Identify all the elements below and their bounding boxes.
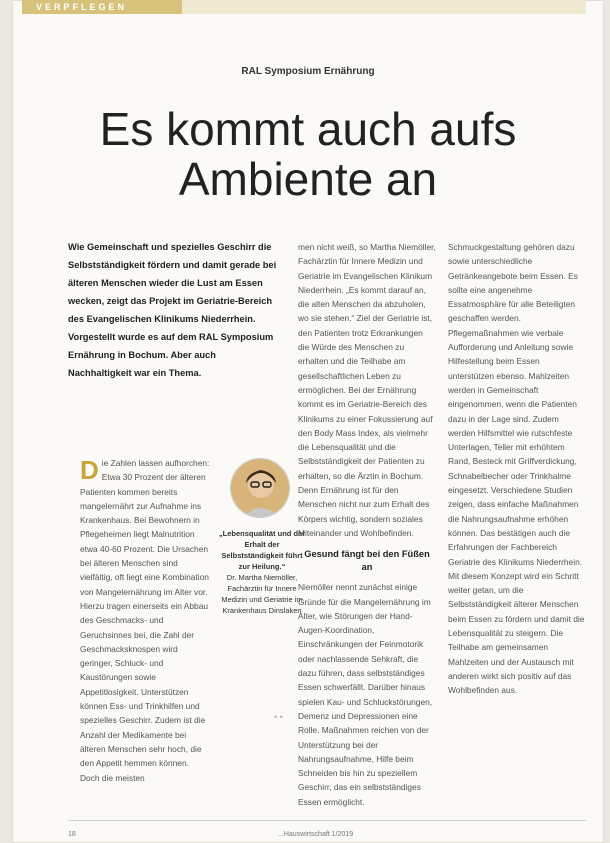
subhead-middle: Gesund fängt bei den Füßen an: [304, 549, 430, 573]
page-number: 18: [68, 831, 76, 838]
body-column-middle: [298, 240, 436, 809]
body-text-middle-2: Niemöller nennt zunächst einige Gründe für die Mangelernährung im Alter, wie Störungen der Hand-Augen-Koordination, Einschränkungen der Feinmotorik oder nachlassende Sehkraft, die dazu führen, dass selbstständiges Essen schwerfällt. Darüber hinaus spielen Kau- und Schluckstörungen, Demenz und Depressionen eine Rolle. Maßnahmen reichen von der Unterstützung bei der Nahrungsaufnahme, Hilfe beim Schneiden bis hin zu speziellem Geschirr, das ein selbstständiges Essen ermöglicht.: [298, 582, 433, 807]
dropcap: D: [80, 455, 99, 485]
footer-rule: [68, 820, 586, 821]
header-bar: [182, 0, 586, 14]
decorative-dots: • •: [274, 712, 283, 722]
body-column-left: [80, 456, 210, 785]
body-text-right: Schmuckgestaltung gehören dazu sowie unterschiedliche Getränkeangebote beim Essen. Es sollte eine angenehme Essatmosphäre für alle Beteiligten geschaffen werden. Pflegemaßnahmen wie verbale Aufforderung und Anleitung sowie Hilfestellung beim Essen unterstützen ebenso. Mahlzeiten werden in Gemeinschaft eingenommen, wenn die Patienten dazu in der Lage sind. Zudem werden Hilfsmittel wie rutschfeste Unterlagen, Teller mit erhöhtem Rand, Besteck mit Griffverdickung, Schnabelbecher oder Trinkhalme eingesetzt. Verschiedene Studien zeigen, dass einfache Maßnahmen die Nahrungsaufnahme erhöhen können. Das bestätigen auch die Erfahrungen der Fachbereich Geriatrie des Klinikums Niederrhein. Mit diesem Konzept wird ein Schritt weiter getan, um die Selbstständigkeit älterer Menschen beim Essen zu fördern und damit die Lebensqualität zu steigern. Die Teilhabe am gemeinsamen Mahlzeiten und der Austausch mit anderen wirkt sich positiv auf das Wohlbefinden aus.: [448, 242, 585, 696]
portrait-photo: [230, 458, 290, 518]
caption-quote: „Lebensqualität und der Erhalt der Selbstständigkeit führt zur Heilung.“: [218, 529, 306, 571]
section-label: VERPFLEGEN: [22, 0, 192, 14]
body-column-right: [448, 240, 586, 698]
body-text-middle-1: men nicht weiß, so Martha Niemöller, Fachärztin für Innere Medizin und Geriatrie im Evangelischen Klinikum Niederrhein. „Es kommt darauf an, die alten Menschen da abzuholen, wo sie stehen.“ Ziel der Geriatrie ist, den Patienten trotz Erkrankungen die Würde des Menschen zu erhalten und die Teilhabe am gesellschaftlichen Leben zu ermöglichen. Bei der Ernährung kommt es im Geriatrie-Bereich des Klinikums zu einer Fokussierung auf den Body Mass Index, als vielmehr die Lebensqualität und die Selbstständigkeit der Patienten zu erhalten, so die Ärztin in Bochum. Denn Ernährung ist für den Menschen nicht nur zum Erhalt des Körpers wichtig, sondern soziales Miteinander und Wohlbefinden.: [298, 242, 436, 538]
article-headline: Es kommt auch aufs Ambiente an: [99, 103, 517, 205]
magazine-page: [12, 0, 604, 843]
photo-caption: [218, 528, 306, 616]
scan-edge-right: [604, 0, 610, 843]
magazine-title: ...Hauswirtschaft 1/2019: [278, 831, 354, 838]
scan-edge-left: [0, 0, 12, 843]
body-text-left: ie Zahlen lassen aufhorchen: Etwa 30 Prozent der älteren Patienten kommen bereits mangelernährt zur Aufnahme ins Krankenhaus. Bei Bewohnern in Pflegeheimen liegt Malnutrition etwa 40-60 Prozent. Die Ursachen bei älteren Menschen sind vielfältig, oft liegt eine Kombination von Mangelernährung im Alter vor. Hierzu tragen einerseits ein Abbau des Geschmacks- und Geruchsinnes bei, die Zahl der Geschmacksknospen wird geringer, Schluck- und Kaustörungen sowie Appetitlosigkeit. Unterstützen können Ess- und Trinkhilfen und spezielles Geschirr. Zudem ist die Anzahl der Medikamente bei älteren Menschen sehr hoch, die den Appetit hemmen können. Doch die meisten: [80, 458, 210, 783]
caption-credit: Dr. Martha Niemöller, Fachärztin für Innere Medizin und Geriatrie im Krankenhaus Dinslaken: [221, 573, 303, 615]
article-kicker: RAL Symposium Ernährung: [241, 66, 375, 77]
article-lead: Wie Gemeinschaft und spezielles Geschirr die Selbstständigkeit fördern und damit gerade bei älteren Menschen wieder die Lust am Essen wecken, zeigt das Projekt im Geriatrie-Bereich des Evangelischen Klinikums Niederrhein. Vorgestellt wurde es auf dem RAL Symposium Ernährung in Bochum. Aber auch Nachhaltigkeit war ein Thema.: [68, 242, 277, 378]
